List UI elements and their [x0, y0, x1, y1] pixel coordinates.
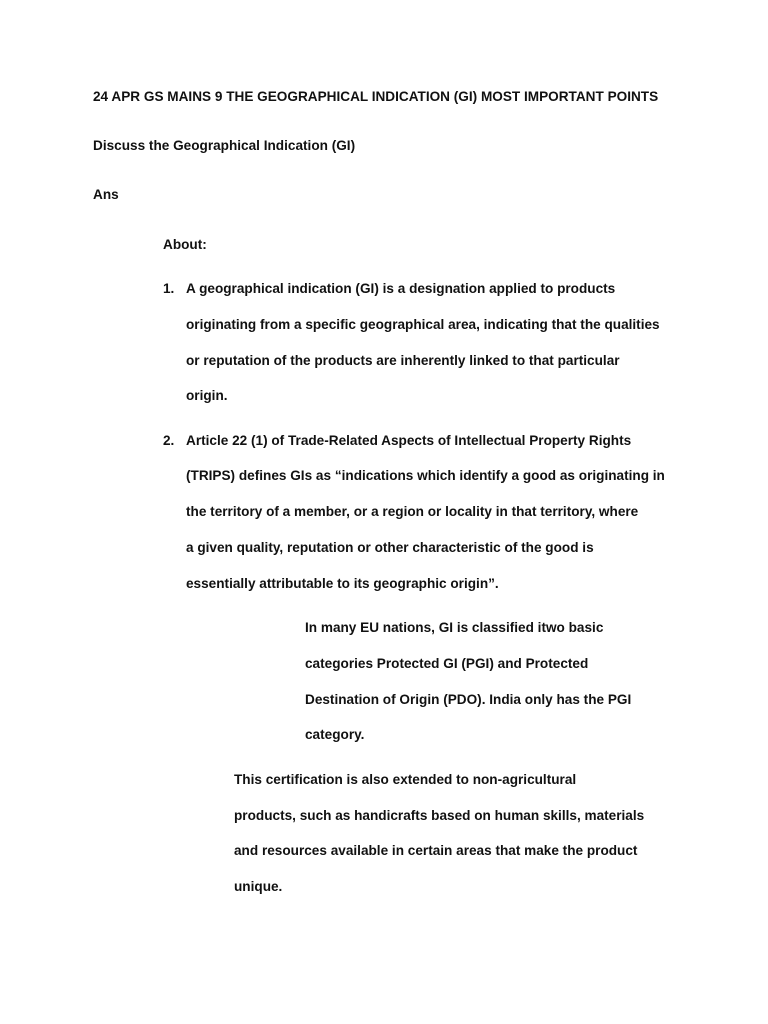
certification-paragraph-line-1: This certification is also extended to non-agricultural	[234, 772, 577, 787]
point-1-line-3: or reputation of the products are inherently linked to that particular	[186, 353, 620, 368]
point-2-line-3: the territory of a member, or a region or locality in that territory, where	[186, 504, 639, 519]
point-2-line-5: essentially attributable to its geographic origin”.	[186, 576, 499, 591]
certification-paragraph-line-3: and resources available in certain areas that make the product	[234, 843, 638, 858]
point-2-line-1: Article 22 (1) of Trade-Related Aspects of Intellectual Property Rights	[186, 433, 632, 448]
certification-paragraph-line-4: unique.	[234, 879, 283, 894]
list-number-2: 2.	[163, 433, 175, 448]
eu-paragraph-line-2: categories Protected GI (PGI) and Protected	[305, 656, 589, 671]
about-heading: About:	[163, 237, 207, 252]
eu-paragraph-line-1: In many EU nations, GI is classified itwo basic	[305, 620, 604, 635]
eu-paragraph-line-3: Destination of Origin (PDO). India only has the PGI	[305, 692, 632, 707]
point-1-line-2: originating from a specific geographical area, indicating that the qualities	[186, 317, 660, 332]
question-text: Discuss the Geographical Indication (GI)	[93, 138, 356, 153]
answer-label: Ans	[93, 187, 119, 202]
certification-paragraph-line-2: products, such as handicrafts based on human skills, materials	[234, 808, 645, 823]
point-2-line-4: a given quality, reputation or other characteristic of the good is	[186, 540, 594, 555]
point-2-line-2: (TRIPS) defines GIs as “indications which identify a good as originating in	[186, 468, 665, 483]
document-title: 24 APR GS MAINS 9 THE GEOGRAPHICAL INDICATION (GI) MOST IMPORTANT POINTS	[93, 89, 659, 104]
point-1-line-1: A geographical indication (GI) is a designation applied to products	[186, 281, 616, 296]
point-1-line-4: origin.	[186, 388, 228, 403]
eu-paragraph-line-4: category.	[305, 727, 365, 742]
list-number-1: 1.	[163, 281, 175, 296]
